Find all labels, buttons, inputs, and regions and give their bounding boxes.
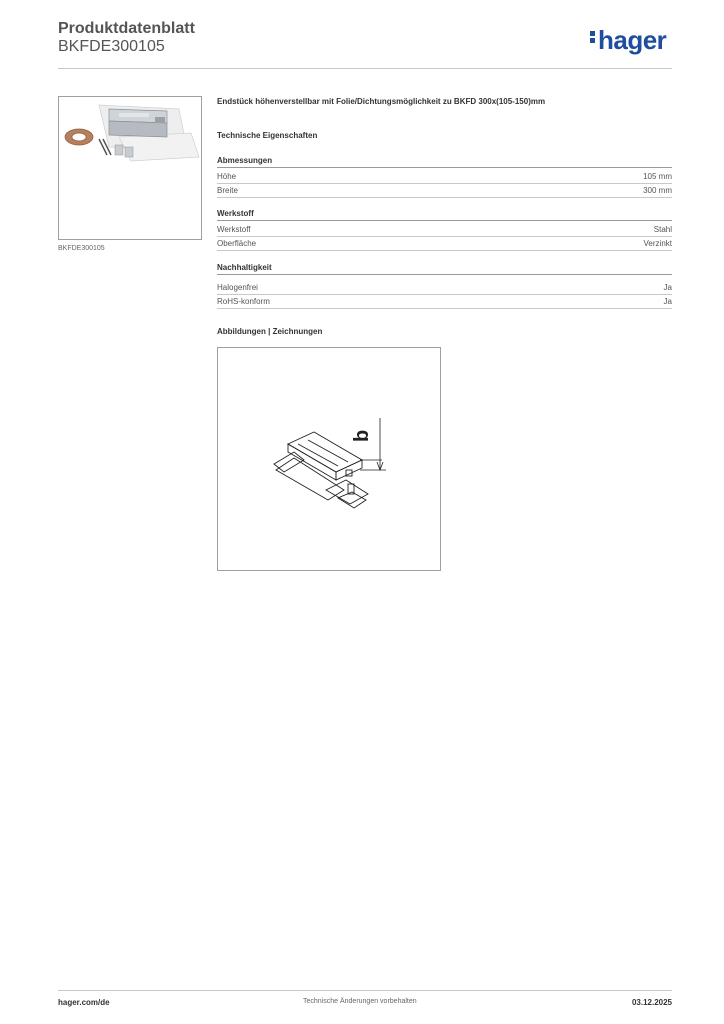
product-description: Endstück höhenverstellbar mit Folie/Dichtungsmöglichkeit zu BKFD 300x(105-150)mm <box>217 97 546 106</box>
drawings-heading: Abbildungen | Zeichnungen <box>217 327 323 336</box>
logo-text: hager <box>598 25 667 55</box>
property-label: RoHS-konform <box>217 296 270 306</box>
property-value: 300 mm <box>643 185 672 195</box>
product-code: BKFDE300105 <box>58 38 165 55</box>
document-title: Produktdatenblatt <box>58 20 195 37</box>
property-row-height <box>217 169 672 184</box>
product-image-caption: BKFDE300105 <box>58 245 105 252</box>
technical-drawing <box>217 347 441 571</box>
product-photo-icon <box>59 97 201 239</box>
property-row-surface <box>217 236 672 251</box>
group-heading-dimensions: Abmessungen <box>217 156 672 168</box>
product-image <box>58 96 202 240</box>
logo-colon-icon <box>590 29 596 45</box>
group-heading-material: Werkstoff <box>217 209 672 221</box>
header-divider <box>58 68 672 69</box>
property-value: Stahl <box>653 224 672 234</box>
property-row-material <box>217 222 672 237</box>
footer-date: 03.12.2025 <box>631 998 672 1007</box>
property-row-rohs <box>217 294 672 309</box>
property-row-halogen-free <box>217 280 672 295</box>
group-heading-sustainability: Nachhaltigkeit <box>217 263 672 275</box>
property-value: Verzinkt <box>643 238 672 248</box>
property-value: 105 mm <box>643 171 672 181</box>
footer-divider <box>58 990 672 991</box>
property-label: Werkstoff <box>217 224 251 234</box>
property-label: Halogenfrei <box>217 282 258 292</box>
property-row-width <box>217 183 672 198</box>
property-label: Breite <box>217 185 238 195</box>
hager-logo <box>590 25 666 56</box>
property-label: Höhe <box>217 171 237 181</box>
dimension-label: b <box>351 429 373 442</box>
technical-drawing-icon <box>218 348 440 570</box>
footer-website[interactable]: hager.com/de <box>58 998 110 1007</box>
property-label: Oberfläche <box>217 238 257 248</box>
technical-properties-heading: Technische Eigenschaften <box>217 131 318 140</box>
footer-notice: Technische Änderungen vorbehalten <box>303 998 417 1005</box>
property-value: Ja <box>663 282 672 292</box>
property-value: Ja <box>663 296 672 306</box>
